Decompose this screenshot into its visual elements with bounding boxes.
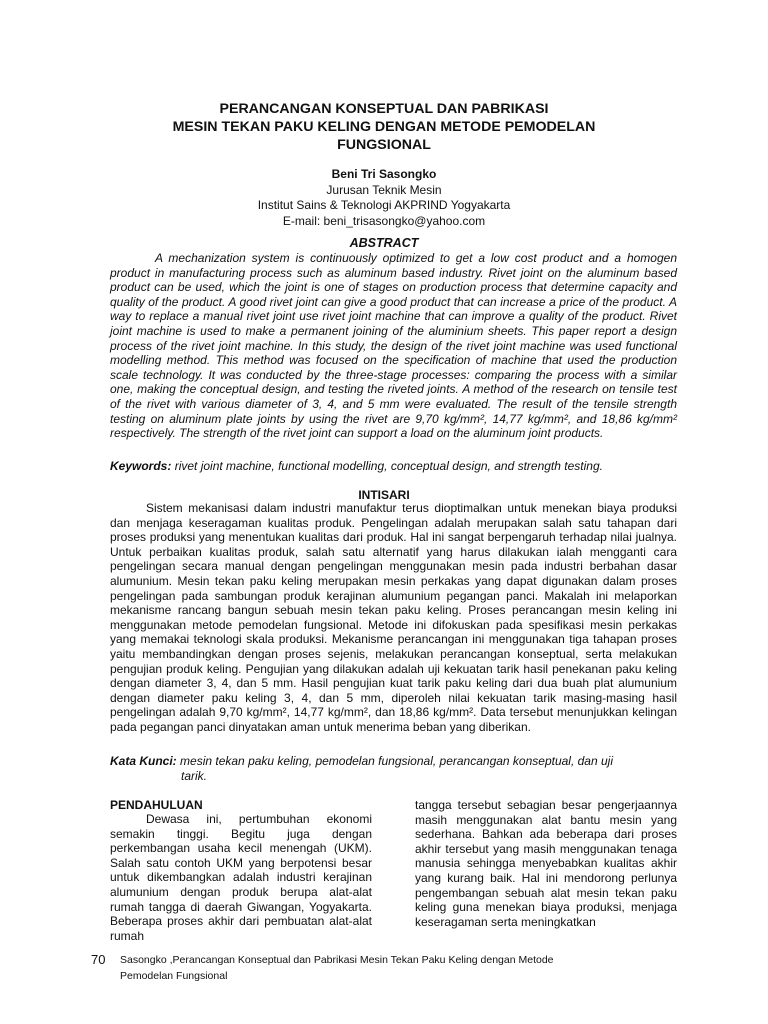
intisari-text: Sistem mekanisasi dalam industri manufaktur terus dioptimalkan untuk menekan biaya produksi dan menjaga keseragaman kualitas produk. Pengelingan adalah merupakan salah satu tahapan dari proses produksi yang menentukan kualitas dari produk. Hal ini sangat berpengaruh terhadap nilai jualnya. Untuk perbaikan kualitas produk, salah satu alternatif yang harus dilakukan ialah mengganti cara pengelingan secara manual dengan pengelingan menggunakan mesin pada industri berbahan dasar alumunium. Mesin tekan paku keling merupakan mesin perkakas yang dapat digunakan dalam proses pengelingan pada sambungan produk kerajinan alumunium pegangan panci. Makalah ini melaporkan mekanisme rancang bangun sebuah mesin tekan paku keling. Proses perancangan mesin keling ini menggunakan metode pemodelan fungsional. Metode ini difokuskan pada spesifikasi mesin perkakas yang memakai teknologi skala produksi. Mekanisme perancangan ini menggunakan tiga tahapan proses yaitu membandingkan dengan proses sejenis, melakukan perancangan konseptual, serta melakukan pengujian produk keling. Pengujian yang dilakukan adalah uji kekuatan tarik hasil penekanan paku keling dengan diameter 3, 4, dan 5 mm. Hasil pengujian kuat tarik paku keling dari dua buah plat alumunium dengan diameter paku keling 3, 4, dan 5 mm, diperoleh nilai kekuatan tarik masing-masing hasil pengelingan adalah 9,70 kg/mm², 14,77 kg/mm², dan 18,86 kg/mm². Data tersebut menunjukkan kelingan pada pegangan panci dinyatakan aman untuk menerima beban yang diberikan. (110, 501, 677, 734)
author-name: Beni Tri Sasongko (331, 167, 437, 181)
title-line-1: PERANCANGAN KONSEPTUAL DAN PABRIKASI (219, 101, 549, 117)
author-department: Jurusan Teknik Mesin (326, 182, 442, 197)
left-column (110, 812, 372, 943)
running-footer (120, 952, 640, 984)
abstract-heading: ABSTRACT (349, 236, 419, 250)
pendahuluan-left-text: Dewasa ini, pertumbuhan ekonomi semakin tinggi. Begitu juga dengan perkembangan usaha kecil menengah (UKM). Salah satu contoh UKM yang berpotensi besar untuk dikembangkan adalah industri kerajinan alumunium dengan produk berupa alat-alat rumah tangga di daerah Giwangan, Yogyakarta. Beberapa proses akhir dari pembuatan alat-alat rumah (110, 812, 372, 943)
kata-kunci-text: mesin tekan paku keling, pemodelan fungsional, perancangan konseptual, dan uji (180, 754, 613, 768)
author-block (100, 167, 668, 229)
abstract-body (110, 251, 677, 441)
footer-line-1: Sasongko ,Perancangan Konseptual dan Pabrikasi Mesin Tekan Paku Keling dengan Metode (120, 954, 554, 966)
author-email: E-mail: beni_trisasongko@yahoo.com (282, 213, 486, 228)
section-heading-pendahuluan: PENDAHULUAN (110, 798, 203, 812)
right-column (415, 798, 677, 929)
footer-line-2: Pemodelan Fungsional (120, 970, 228, 982)
kata-kunci-text-cont: tarik. (181, 769, 208, 783)
title-line-3: FUNGSIONAL (337, 137, 431, 153)
kata-kunci-label: Kata Kunci: (110, 754, 177, 768)
intisari-body (110, 501, 677, 735)
keywords-label: Keywords: (110, 459, 172, 473)
keywords-text: rivet joint machine, functional modelling, conceptual design, and strength testing. (174, 459, 603, 473)
keywords (110, 459, 677, 474)
page-number: 70 (91, 952, 106, 967)
pendahuluan-right-text: tangga tersebut sebagian besar pengerjaannya masih menggunakan alat bantu mesin yang sederhana. Bahkan ada beberapa dari proses akhir tersebut yang masih menggunakan tenaga manusia sehingga menyebabkan kualitas akhir yang kurang baik. Hal ini mendorong perlunya pengembangan sebuah alat mesin tekan paku keling guna menekan biaya produksi, menjaga keseragaman serta meningkatkan (415, 798, 677, 929)
abstract-text: A mechanization system is continuously optimized to get a low cost product and a homogen product in manufacturing process such as aluminum based industry. Rivet joint on the aluminum based product can be used, which the joint is one of stages on production process that determine capacity and quality of the product. A good rivet joint can give a good product that can increase a price of the product. A way to replace a manual rivet joint use rivet joint machine that can improve a quality of the product. Rivet joint machine is used to make a permanent joining of the aluminium sheets. This paper report a design process of the rivet joint machine. In this study, the design of the rivet joint machine was used functional modelling method. This method was focused on the specification of machine that used the production scale technology. It was conducted by the three-stage processes: comparing the process with a similar one, making the conceptual design, and testing the riveted joints. A method of the research on tensile test of the rivet with various diameter of 3, 4, and 5 mm were evaluated. The result of the tensile strength testing on aluminum plate joints by using the rivet are 9,70 kg/mm², 14,77 kg/mm², and 18,86 kg/mm² respectively. The strength of the rivet joint can support a load on the aluminum joint products. (110, 251, 677, 441)
title-line-2: MESIN TEKAN PAKU KELING DENGAN METODE PEMODELAN (172, 119, 596, 135)
author-institution: Institut Sains & Teknologi AKPRIND Yogyakarta (257, 198, 511, 212)
kata-kunci (110, 754, 677, 784)
paper-title (100, 100, 668, 154)
intisari-heading: INTISARI (358, 488, 410, 502)
